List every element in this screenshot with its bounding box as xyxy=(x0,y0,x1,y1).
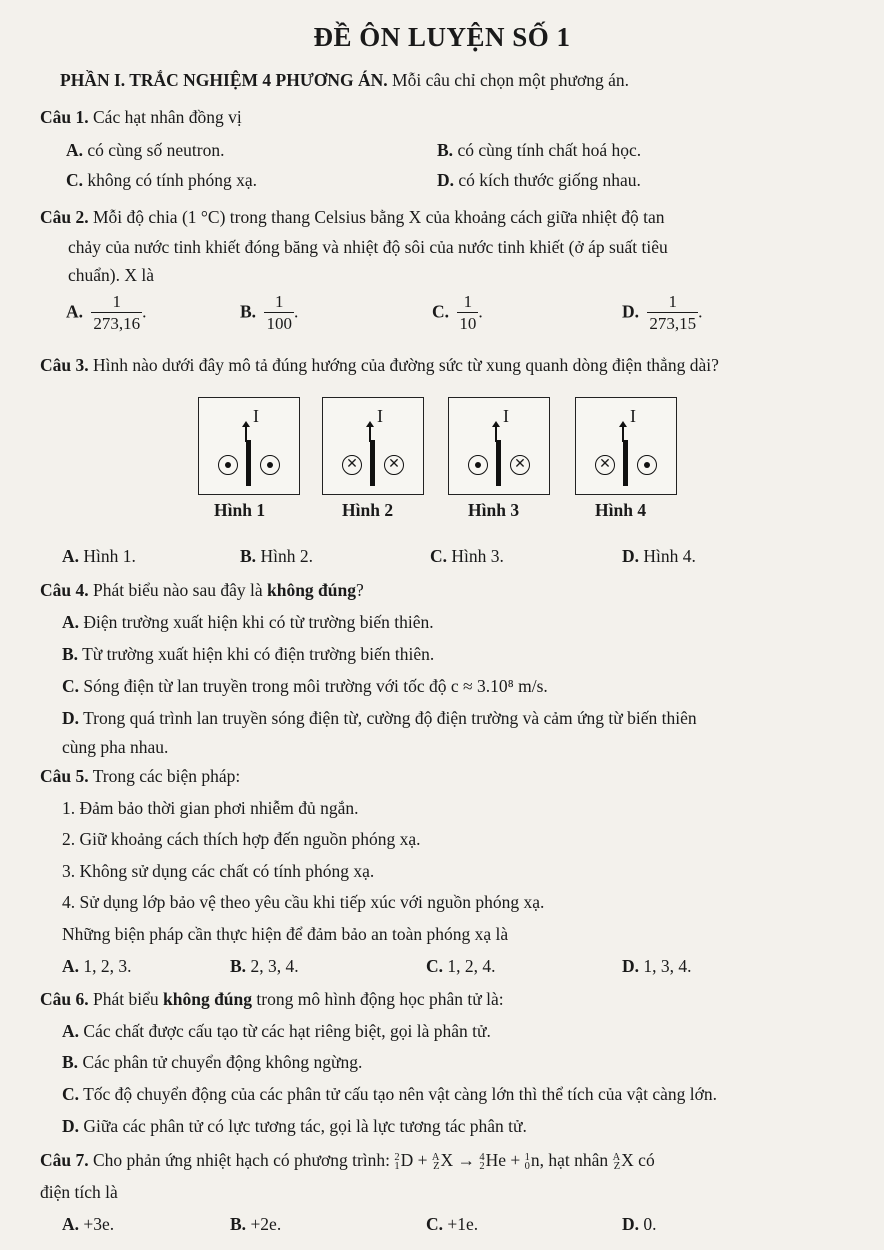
q1-option-d[interactable]: D. có kích thước giống nhau. xyxy=(437,170,641,190)
option-letter: B. xyxy=(240,546,257,566)
option-letter: B. xyxy=(62,1052,79,1072)
field-in-cross-icon: ✕ xyxy=(342,455,362,475)
q3-option-a[interactable]: A. Hình 1. xyxy=(62,546,136,566)
option-letter: A. xyxy=(62,546,80,566)
option-letter: C. xyxy=(430,546,448,566)
question-6: Câu 6. Phát biểu không đúng trong mô hình động học phân tử là: xyxy=(40,989,504,1009)
option-letter: B. xyxy=(230,956,247,976)
q6-option-d[interactable]: D. Giữa các phân tử có lực tương tác, gọi là lực tương tác phân tử. xyxy=(62,1116,527,1136)
field-out-dot-icon xyxy=(637,455,657,475)
question-7: Câu 7. Cho phản ứng nhiệt hạch có phương trình: 2 1D + A ZX → 4 2He + 1 0n, hạt nhân A ZX có xyxy=(40,1150,655,1172)
wire xyxy=(496,440,501,486)
option-letter: D. xyxy=(62,708,80,728)
question-7-line-2: điện tích là xyxy=(40,1182,118,1202)
q2-option-b[interactable]: B. $\frac{1}{100}$ . xyxy=(240,292,299,333)
q4-option-d-cont: cùng pha nhau. xyxy=(62,737,169,757)
q1-option-b[interactable]: B. có cùng tính chất hoá học. xyxy=(437,140,642,160)
q2-option-a[interactable]: A. $\frac{1}{273,16}$ . xyxy=(66,292,147,333)
q4-option-a[interactable]: A. Điện trường xuất hiện khi có từ trường biến thiên. xyxy=(62,612,434,632)
wire xyxy=(370,440,375,486)
q3-option-c[interactable]: C. Hình 3. xyxy=(430,546,504,566)
q3-option-b[interactable]: B. Hình 2. xyxy=(240,546,313,566)
q6-option-a[interactable]: A. Các chất được cấu tạo từ các hạt riêng biệt, gọi là phân tử. xyxy=(62,1021,491,1041)
option-letter: C. xyxy=(62,676,80,696)
q2-option-d[interactable]: D. $\frac{1}{273,15}$ . xyxy=(622,292,703,333)
wire xyxy=(623,440,628,486)
q5-item-4: 4. Sử dụng lớp bảo vệ theo yêu cầu khi tiếp xúc với nguồn phóng xạ. xyxy=(62,892,545,912)
option-letter: D. xyxy=(62,1116,80,1136)
figure-4: I ✕ xyxy=(575,397,677,495)
question-2-line-3: chuẩn). X là xyxy=(68,265,155,285)
q7-option-a[interactable]: A. +3e. xyxy=(62,1214,115,1234)
q5-item-2: 2. Giữ khoảng cách thích hợp đến nguồn phóng xạ. xyxy=(62,829,421,849)
option-letter: D. xyxy=(622,1214,640,1234)
q7-option-d[interactable]: D. 0. xyxy=(622,1214,657,1234)
q5-option-a[interactable]: A. 1, 2, 3. xyxy=(62,956,132,976)
field-in-cross-icon: ✕ xyxy=(384,455,404,475)
q4-option-b[interactable]: B. Từ trường xuất hiện khi có điện trường biến thiên. xyxy=(62,644,435,664)
option-letter: B. xyxy=(230,1214,247,1234)
q5-option-b[interactable]: B. 2, 3, 4. xyxy=(230,956,299,976)
option-letter: C. xyxy=(426,956,444,976)
option-letter: C. xyxy=(66,170,84,190)
question-2: Câu 2. Mỗi độ chia (1 °C) trong thang Celsius bằng X của khoảng cách giữa nhiệt độ tan xyxy=(40,207,665,227)
option-letter: D. xyxy=(622,956,640,976)
q4-option-d[interactable]: D. Trong quá trình lan truyền sóng điện từ, cường độ điện trường và cảm ứng từ biến thiên xyxy=(62,708,697,728)
figure-3: I ✕ xyxy=(448,397,550,495)
figure-1-caption: Hình 1 xyxy=(214,500,266,520)
q1-option-c[interactable]: C. không có tính phóng xạ. xyxy=(66,170,258,190)
fusion-equation: 2 1D + A ZX → 4 2He + 1 0n xyxy=(394,1150,540,1172)
question-4: Câu 4. Phát biểu nào sau đây là không đúng? xyxy=(40,580,364,600)
q7-option-b[interactable]: B. +2e. xyxy=(230,1214,282,1234)
option-letter: A. xyxy=(62,612,80,632)
field-in-cross-icon: ✕ xyxy=(510,455,530,475)
question-5: Câu 5. Trong các biện pháp: xyxy=(40,766,241,786)
field-out-dot-icon xyxy=(260,455,280,475)
question-2-line-2: chảy của nước tinh khiết đóng băng và nhiệt độ sôi của nước tinh khiết (ở áp suất tiêu xyxy=(68,237,668,257)
q3-option-d[interactable]: D. Hình 4. xyxy=(622,546,696,566)
question-3: Câu 3. Hình nào dưới đây mô tả đúng hướng của đường sức từ xung quanh dòng điện thẳng dài? xyxy=(40,355,719,375)
q4-option-c[interactable]: C. Sóng điện từ lan truyền trong môi trường với tốc độ c ≈ 3.10⁸ m/s. xyxy=(62,676,548,696)
figure-3-caption: Hình 3 xyxy=(468,500,520,520)
option-letter: C. xyxy=(62,1084,80,1104)
q5-ask: Những biện pháp cần thực hiện để đảm bảo an toàn phóng xạ là xyxy=(62,924,509,944)
option-letter: A. xyxy=(62,956,80,976)
q5-item-3: 3. Không sử dụng các chất có tính phóng xạ. xyxy=(62,861,375,881)
section-heading: PHẦN I. TRẮC NGHIỆM 4 PHƯƠNG ÁN. Mỗi câu chỉ chọn một phương án. xyxy=(60,70,629,90)
q5-option-d[interactable]: D. 1, 3, 4. xyxy=(622,956,692,976)
q5-option-c[interactable]: C. 1, 2, 4. xyxy=(426,956,496,976)
field-out-dot-icon xyxy=(218,455,238,475)
field-in-cross-icon: ✕ xyxy=(595,455,615,475)
q6-option-b[interactable]: B. Các phân tử chuyển động không ngừng. xyxy=(62,1052,363,1072)
q5-item-1: 1. Đảm bảo thời gian phơi nhiễm đủ ngắn. xyxy=(62,798,359,818)
figure-2: I ✕ ✕ xyxy=(322,397,424,495)
figure-2-caption: Hình 2 xyxy=(342,500,394,520)
wire xyxy=(246,440,251,486)
q6-option-c[interactable]: C. Tốc độ chuyển động của các phân tử cấu tạo nên vật càng lớn thì thể tích của vật càng lớn. xyxy=(62,1084,718,1104)
option-letter: D. xyxy=(622,546,640,566)
q2-option-c[interactable]: C. $\frac{1}{10}$ . xyxy=(432,292,483,333)
option-letter: D. xyxy=(437,170,455,190)
figure-1: I xyxy=(198,397,300,495)
option-letter: B. xyxy=(437,140,454,160)
option-letter: B. xyxy=(62,644,79,664)
option-letter: C. xyxy=(426,1214,444,1234)
option-letter: A. xyxy=(62,1021,80,1041)
field-out-dot-icon xyxy=(468,455,488,475)
q1-option-a[interactable]: A. có cùng số neutron. xyxy=(66,140,225,160)
question-1: Câu 1. Các hạt nhân đồng vị xyxy=(40,107,242,127)
option-letter: A. xyxy=(66,140,84,160)
option-letter: A. xyxy=(62,1214,80,1234)
figure-4-caption: Hình 4 xyxy=(595,500,647,520)
page-title: ĐỀ ÔN LUYỆN SỐ 1 xyxy=(313,22,571,52)
q7-option-c[interactable]: C. +1e. xyxy=(426,1214,479,1234)
